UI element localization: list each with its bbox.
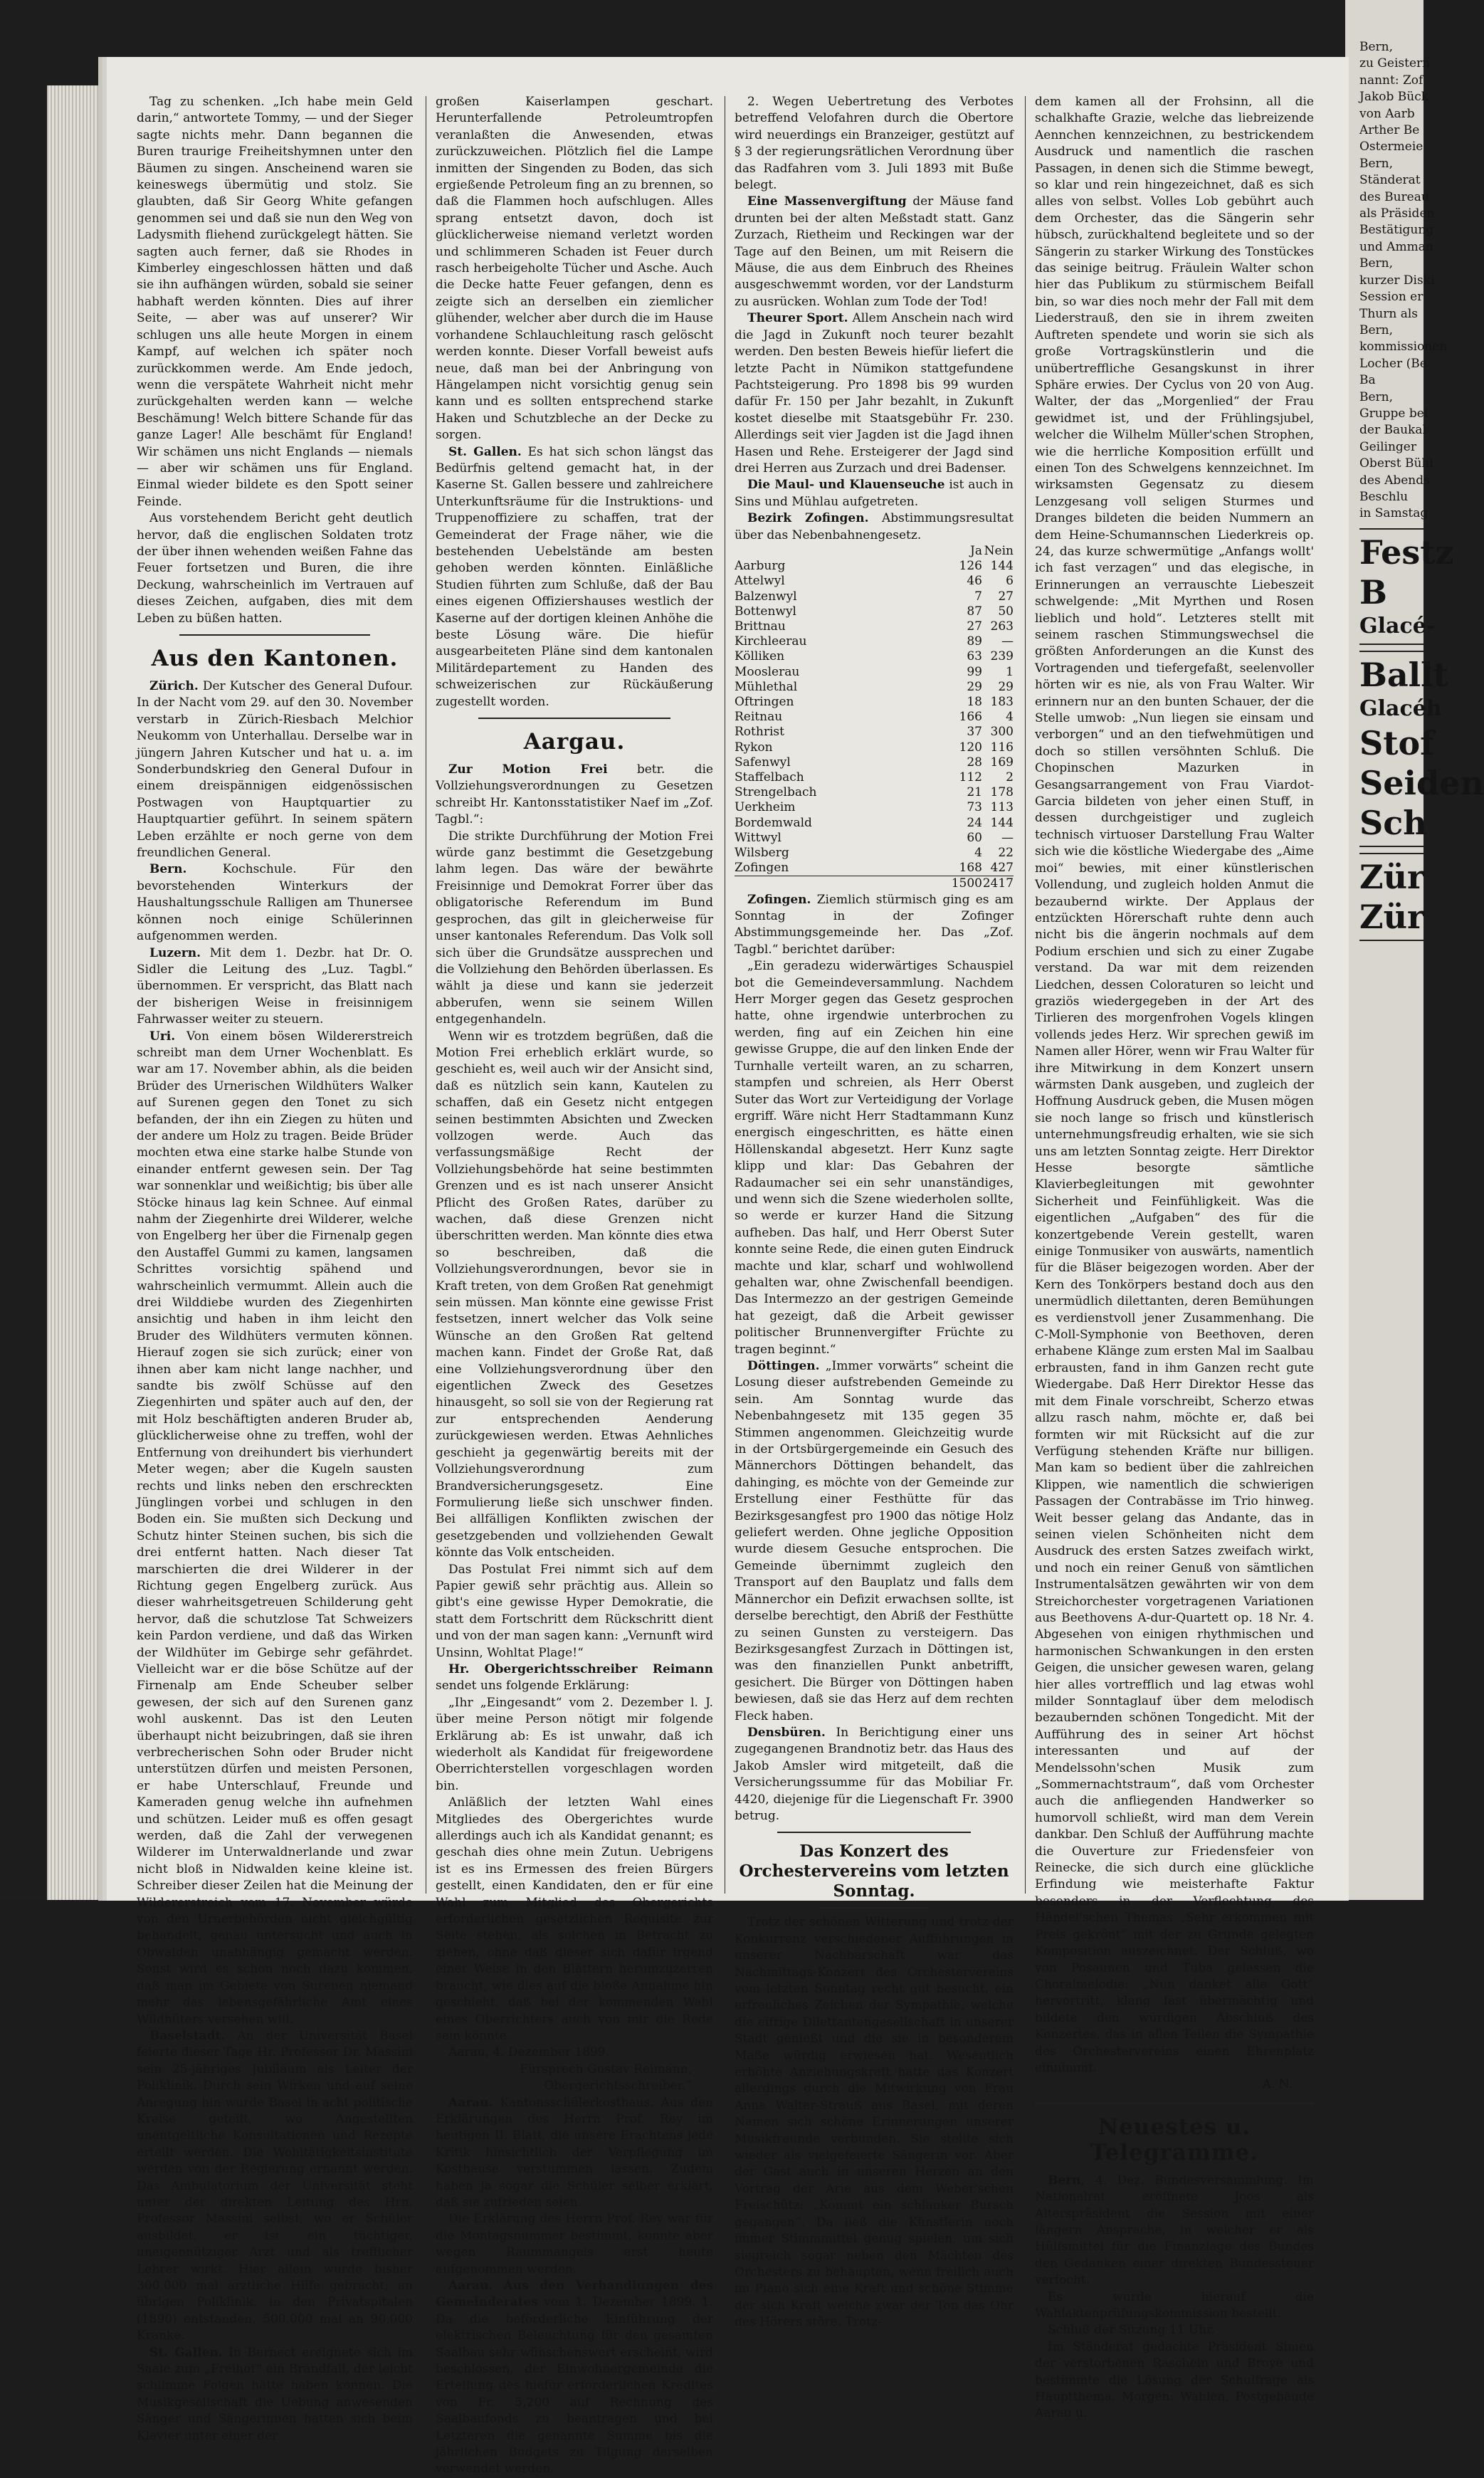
vote-row [735, 816, 1014, 831]
page-stack-edge [47, 85, 107, 1900]
advert-text: Glacé- [1359, 613, 1436, 639]
adjacent-line: des Abends [1359, 473, 1430, 488]
vote-row [735, 725, 1014, 740]
divider [179, 634, 370, 636]
vote-ja: 87 [967, 604, 982, 619]
advert-block [1359, 853, 1424, 941]
adjacent-line: Gruppe bei [1359, 406, 1428, 421]
vote-nein: 300 [990, 725, 1014, 740]
news-reimann: Hr. Obergerichtsschreiber Reimann sendet uns folgende Erklärung: [436, 1661, 713, 1694]
vote-total-label [735, 876, 951, 892]
reimann-signature: Fürsprech Gustav Reimann, Obergerichtsschreiber.“ [520, 2062, 692, 2094]
vote-nein: 169 [990, 755, 1014, 770]
vote-municipality: Mooslerau [735, 664, 800, 679]
vote-total-row [735, 876, 1014, 892]
adjacent-line: Session er [1359, 290, 1424, 305]
advert-text: Stof [1359, 723, 1434, 762]
place-bern: Bern. [149, 862, 187, 877]
vote-municipality: Uerkheim [735, 800, 796, 815]
vote-row [735, 831, 1014, 846]
place-luzern: Luzern. [149, 945, 201, 960]
reimann-place-date: Aarau, 4. Dezember 1899. [448, 2045, 610, 2060]
vote-ja: 24 [967, 815, 982, 830]
vote-ja: 99 [967, 664, 982, 679]
news-zofingen: Zofingen. Ziemlich stürmisch ging es am Sonntag in der Zofinger Abstimmungsgemeinde her. Das „Zof. Tagbl.“ berichtet darüber: [735, 892, 1014, 957]
adjacent-line: Arther Be [1359, 123, 1420, 138]
vote-ja: 7 [974, 589, 982, 604]
vote-total-nein: 2417 [982, 876, 1014, 891]
adjacent-line: als Präsiden [1359, 206, 1435, 221]
adjacent-line: Ba [1359, 373, 1376, 388]
adjacent-line: Beschlu [1359, 489, 1409, 504]
place-stgallen: St. Gallen. [149, 2345, 223, 2360]
advert-block [1359, 651, 1484, 847]
advert-text: Ballt [1359, 655, 1448, 694]
vote-nein: 183 [990, 695, 1014, 709]
vote-row [735, 755, 1014, 770]
vote-municipality: Balzenwyl [735, 589, 797, 604]
col-ja: Ja [970, 543, 982, 558]
vote-ja: 46 [967, 574, 982, 589]
adjacent-line: der Baukal [1359, 423, 1426, 438]
vote-municipality: Kölliken [735, 649, 785, 664]
vote-nein: 144 [990, 815, 1014, 830]
news-uri: Uri. Von einem bösen Wildererstreich schreibt man dem Urner Wochenblatt. Es war am 17. November abhin, als die beiden Brüder des Urnerischen Wildhüters Walker auf Surenen gegen den Tonet zu sich befanden, der ihn ein Ziegen zu hüten und der andere um Holz zu tragen. Beide Brüder mochten etwa eine starke halbe Stunde von einander entfernt gewesen sein. Der Tag war sonnenklar und weißichtig; bis über alle Stöcke hinaus lag kein Schnee. Auf einmal nahm der Ziegenhirte drei Wilderer, welche von Engelberg her über die Firnenalp gegen den Austaffel Gummi zu kamen, langsamen Schrittes vorsichtig spähend und wahrscheinlich vermummt. Allein auch die drei Wilddiebe wurden des Ziegenhirten ansichtig und haben in ihm leicht den Bruder des Wildhüters vermuten können. Hierauf zogen sie sich zurück; einer von ihnen aber kam nicht lange nachher, und sandte bis zwölf Schüsse auf den Ziegenhirten und später auch auf den, der mit Holz beschäftigten anderen Bruder ab, glücklicherweise ohne zu treffen, wohl der Entfernung von dreihundert bis vierhundert Meter wegen; aber die Kugeln sausten rechts und links neben den erschreckten Jünglingen vorbei und schlugen in den Boden ein. Sie mußten sich Deckung und Schutz hinter Steinen suchen, bis sich die drei entfernt hatten. Nach dieser Tat marschierten die drei Wilderer in der Richtung gegen Engelberg zurück. Aus dieser wahrheitsgetreuen Schilderung geht hervor, daß die schutzlose Tat Schweizers kein Pardon verdiene, und daß das Wirken der Wildhüter im Gebirge sehr gefährdet. Vielleicht war er die böse Schütze auf der Firnenalp am Ende Scheuber selber gewesen, der sich auf den Surenen ganz wohl auskennt. Das ist den Leuten überhaupt nicht beizubringen, daß sie ihren verbrecherischen Sohn oder Bruder nicht unterstützen dürfen und meisten Personen, er habe Unterschlauf, Freunde und Kameraden genug welche ihn aufnehmen und schützen. Leider muß es offen gesagt werden, daß die Zahl der verwegenen Wilderer im Unterwaldnerlande und zwar nicht bloß in Nidwalden keine kleine ist. Schreiber dieser Zeilen hat die Meinung der Wildererstreich vom 17. November würde von den Urnerbehörden nicht gleichgültig behandelt, genau untersucht und auch in Obwalden unabhängig gemacht werden. Sonst wird es schon noch dazu kommen, daß man im Gebiete von Surenen niemand mehr das lebensgefährliche Amt eines Wildhüters versehen will. [137, 1029, 413, 2027]
adjacent-line: Ostermeie [1359, 140, 1424, 154]
vote-ja: 89 [967, 634, 982, 649]
adjacent-line: Bern, [1359, 389, 1394, 404]
motion-paragraph: Die strikte Durchführung der Motion Frei würde ganz bestimmt die Gesetzgebung lahm legen. Das wäre der bewährte Freisinnige und Demokrat Forrer über das obligatorische Referendum im Bund gesprochen, das gilt in gleicherweise für unser kantonales Referendum. Das Volk soll sich über die Grundsätze aussprechen und die Vollziehung den Behörden überlassen. Es wählt ja diese und kann sie jederzeit abberufen, wenn sie seinem Willen entgegenhandeln. [436, 829, 713, 1027]
news-seuche: Die Maul- und Klauenseuche ist auch in Sins und Mühlau aufgetreten. [735, 478, 1014, 509]
adjacent-line: Bern, [1359, 256, 1394, 271]
news-sport: Theurer Sport. Allem Anschein nach wird die Jagd in Zukunft noch teurer bezahlt werden. Den besten Beweis hiefür liefert die letzte Pacht in Nümikon stattgefundene Pachtsteigerung. Pro 1898 bis 99 wurden dafür Fr. 150 per Jahr bezahlt, in Zukunft kostet dieselbe mit Staatsgebühr Fr. 230. Allerdings seit vier Jagden ist die Jagd ihnen Hasen und Rehe. Ersteigerer der Jagd sind drei Herren aus Zurzach und drei Badenser. [735, 311, 1014, 476]
vote-ja: 73 [967, 800, 982, 815]
newspaper-page [107, 57, 1349, 2477]
adjacent-line: nannt: Zof [1359, 73, 1424, 88]
vote-municipality: Staffelbach [735, 770, 804, 785]
adjacent-line: Oberst Bühl [1359, 456, 1433, 471]
vote-row [735, 800, 1014, 815]
fire-report-continued: großen Kaiserlampen geschart. Herunterfallende Petroleumtropfen veranlaßten die Anwesenden, etwas zurückzuweichen. Plötzlich fiel die Lampe inmitten der Singenden zu Boden, das sich ergießende Petroleum fing an zu brennen, so daß die Flammen hoch aufschlugen. Alles sprang entsetzt davon, doch ist glücklicherweise niemand verletzt worden und schlimmeren Schaden ist Feuer durch rasch herbeigeholte Tücher und Asche. Auch die Decke hatte Feuer gefangen, denn es zeigte sich an derselben ein ziemlicher glühender, welcher aber durch die im Hause vorhandene Schlauchleitung rasch gelöscht werden konnte. Dieser Vorfall beweist aufs neue, daß man bei der Anbringung von Hängelampen nicht vorsichtig genug sein kann und es sollten entsprechend starke Haken und Schutzbleche an der Decke zu sorgen. [436, 95, 713, 443]
vote-nein: 27 [998, 589, 1014, 604]
vote-municipality: Mühlethal [735, 679, 798, 694]
column-1 [137, 94, 414, 2443]
news-stgallen-kaserne: St. Gallen. Es hat sich schon längst das Bedürfnis geltend gemacht hat, in der Kaserne St. Gallen bessere und zahlreichere Unterkunftsräume für die Instruktions- und Truppenoffiziere zu schaffen, trat der Gemeinderat der Frage näher, wie die bestehenden Uebelstände am besten gehoben werden könnten. Einläßliche Studien führten zum Schluße, daß der Bau eines eigenen Offiziershauses westlich der Kaserne auf der dortigen kleinen Anhöhe die beste Lösung wäre. Die hiefür ausgearbeiteten Pläne sind dem kantonalen Militärdepartement zu Handen des schweizerischen zur Rückäußerung zugestellt worden. [436, 444, 713, 709]
adjacent-page-lines [1359, 39, 1448, 523]
vote-ja: 112 [959, 770, 982, 785]
vote-ja: 120 [959, 740, 982, 755]
vote-ja: 18 [967, 695, 982, 709]
divider [820, 1907, 928, 1909]
column-4 [1035, 94, 1315, 2421]
vote-row [735, 604, 1014, 619]
vote-nein: 6 [1006, 574, 1014, 589]
vote-ja: 168 [959, 861, 982, 876]
divider [478, 718, 670, 719]
concert-heading: Das Konzert des Orchestervereins vom letzten Sonntag. [739, 1842, 1009, 1901]
place-basel: Baselstadt. [149, 2028, 226, 2043]
vote-nein: 116 [990, 740, 1014, 755]
adjacent-line: kommissionen [1359, 340, 1448, 355]
vote-municipality: Rothrist [735, 725, 784, 740]
advert-text: B [1359, 572, 1387, 611]
vote-ja: 63 [967, 649, 982, 664]
vote-municipality: Brittnau [735, 619, 786, 634]
news-stgallen: St. Gallen. In Bernect ereignete sich im Saale zum „Freihof“ ein Brandfall, der leicht schlimme Folgen hätte haben können. Die Musikgesellschaft die Uebung anwesenden Sänger und Sängerinnen hatten sich beim Klavier unter einer der [137, 2345, 414, 2443]
adjacent-line: Jakob Bück [1359, 90, 1429, 105]
adjacent-line: Locher (Be [1359, 356, 1427, 371]
vote-municipality: Oftringen [735, 695, 794, 709]
aarau-paragraph: Die Erklärung des Herrn Prof. Rey war für die Montagsnummer bestimmt, konnte aber wegen Raummangels erst heute aufgenommen werden. [436, 2212, 713, 2277]
vote-ja: 21 [967, 785, 982, 800]
vote-nein: 113 [990, 800, 1014, 815]
divider [777, 1832, 971, 1833]
adjacent-line: des Bureau [1359, 189, 1429, 204]
velo-fine: 2. Wegen Uebertretung des Verbotes betreffend Velofahren durch die Obertore wird neuerdings ein Branzeiger, gestützt auf § 3 der regierungsrätlichen Verordnung über das Radfahren vom 3. Juli 1893 mit Buße belegt. [735, 95, 1014, 193]
reimann-paragraph: „Ihr „Eingesandt“ vom 2. Dezember l. J. über meine Person nötigt mir folgende Erklärung ab: Es ist unwahr, daß ich wiederholt als Kandidat für freigewordene Oberrichterstellen vorgeschlagen worden bin. [436, 1695, 713, 1793]
motion-paragraph: Das Postulat Frei nimmt sich auf dem Papier gewiß sehr prächtig aus. Allein so gibt's eine gewisse Hyper Demokratie, die statt dem Fortschritt dem Rückschritt dient und von der man sagen kann: „Vernunft wird Unsinn, Wohltat Plage!“ [436, 1562, 713, 1660]
double-divider [1035, 2102, 1314, 2104]
news-basel: Baselstadt. An der Universität Basel feierte dieser Tage Hr. Professor Dr. Massini sein 25-jähriges Jubiläum als Leiter der Poliklinik. Durch sein Wirken und auf seine Anregung hin wurde Basel in acht politische Kreise geteilt, wo Angestellten unentgeltliche Konsultationen und Rezepte erteilt werden. Die Wohltätigkeitsinstitute werden von der Regierung ernannt werden. Das Ambulatorium der Universität steht unter der direkten Leitung des Hrn. Professor Massini selbst, wo er Schüler ausbildet, er ist ein tüchtiger, uneigennütziger Arzt und als trefflicher Lehrer wirkt. Hier allein wurde bisher 300,000 mal ärztliche Hilfe gebracht; an übrigen Poliklinik, in den Privatspitalen (1890) entstanden, 500,000 mal an 90,000 Kranke. [137, 2028, 413, 2343]
vote-nein: — [1001, 830, 1014, 845]
vote-ja: 166 [959, 710, 982, 725]
column-3 [735, 94, 1014, 2330]
concert-signature: A. N. [1262, 2077, 1293, 2092]
vote-ja: 4 [974, 846, 982, 861]
vote-row [735, 665, 1014, 680]
news-doettingen: Döttingen. „Immer vorwärts“ scheint die Losung dieser aufstrebenden Gemeinde zu sein. Am Sonntag wurde das Nebenbahngesetz mit 135 gegen 35 Stimmen angenommen. Gleichzeitig wurde in der Ortsbürgergemeinde ein Gesuch des Männerchors Döttingen behandelt, das dahinging, es möchte von der Gemeinde zur Erstellung einer Festhütte für das Bezirksgesangfest pro 1900 das nötige Holz geliefert werden. Ohne jegliche Opposition wurde diesem Gesuche entsprochen. Die Gemeinde übernimmt zugleich den Transport auf den Bauplatz und falls dem Männerchor ein Defizit erwachsen sollte, ist derselbe berechtigt, den Abriß der Festhütte zu seinen Gunsten zu versteigern. Das Bezirksgesangfest Zurzach in Döttingen ist, was den finanziellen Punkt anbetrifft, gesichert. Die Bürger von Döttingen haben bewiesen, daß sie das Herz auf dem rechten Fleck haben. [735, 1359, 1014, 1723]
vote-municipality: Reitnau [735, 710, 783, 725]
vote-row [735, 861, 1014, 876]
news-bern-tele: Bern, 4. Dez. Bundesversammlung. Im Nationalrat eröffnete Joos als Alterspräsident die Session mit einer längern Ansprache, in welcher er als Hülfsmittel für die Finanzlage des Bundes den Gedanken einer direkten Bundessteuer verfocht. [1035, 2173, 1315, 2288]
column-2 [436, 94, 714, 2477]
vote-row [735, 770, 1014, 785]
vote-row [735, 695, 1014, 710]
vote-nein: 144 [990, 559, 1014, 574]
vote-table-header [735, 544, 1014, 559]
column-rule [1025, 96, 1026, 1894]
vote-row [735, 846, 1014, 861]
vote-municipality: Strengelbach [735, 785, 817, 800]
place-zuerich: Zürich. [149, 679, 199, 693]
section-heading-telegramme: Neuestes u. Telegramme. [1090, 2114, 1258, 2165]
boer-report-paragraph: Tag zu schenken. „Ich habe mein Geld darin,“ antwortete Tommy, — und der Sieger sagte nichts mehr. Dann begannen die Buren traurige Freiheitshymnen unter den Bäumen zu singen. Anscheinend waren sie keineswegs übermütig und stolz. Sie glaubten, daß Sir Georg White gefangen genommen sei und daß sie nun den Weg von Ladysmith fliehend zurückgelegt hätten. Sie sagten auch ferner, daß sie Rhodes in Kimberley eingeschlossen hätten und daß sie ihn aufhängen würden, sobald sie seiner habhaft werden könnten. Dies auf ihrer Seite, — aber was auf unserer? Wir schlugen uns alle heute Morgen in einem Kampf, auf welchen ich später noch zurückkommen werde. Am Ende jedoch, wenn die verspätete Wahrheit nicht mehr zurückgehalten werden kann — welche Beschämung! Welch bittere Schande für das ganze Lager! Alle beschämt für England! Wir schämen uns nicht Englands — niemals — aber wir schämen uns für England. Einmal wieder bildete es den Spott seiner Feinde. [137, 95, 413, 509]
vote-ja: 60 [967, 830, 982, 845]
vote-ja: 126 [959, 559, 982, 574]
concert-review-continued: dem kamen all der Frohsinn, all die schalkhafte Grazie, welche das liebreizende Aennchen kennzeichnen, zu bestrickendem Ausdruck und namentlich die raschen Passagen, in denen sich die Stimme bewegt, so klar und rein hingezeichnet, daß es sich alles von selbst. Volles Lob gebührt auch dem Orchester, das die Sängerin sehr hübsch, zurückhaltend begleitete und so der Sängerin zu starker Wirkung des Tonstückes das seinige beitrug. Fräulein Walter schon hier das Publikum zu stürmischem Beifall bin, so war dies noch mehr der Fall mit dem Liederstrauß, den sie in ihrem zweiten Auftreten spendete und worin sie sich als große Vortragskünstlerin und die unübertreffliche Gesangskunst in ihrer Sphäre erwies. Der Cyclus von 20 von Aug. Walter, der das „Morgenlied“ der Frau gewidmet ist, und der Frühlingsjubel, welcher die Wilhelm Müller'schen Strophen, wie die herrliche Komposition erfüllt und einen Ton des Schwelgens kennzeichnet. Im wirksamsten Gegensatz zu diesem Lenzgesang voll seligen Sturmes und Dranges bildeten die beiden Nummern an dem Heine-Schumannschen Liederkreis op. 24, das kurze schwermütige „Anfangs wollt' ich fast verzagen“ und das elegische, in Erinnerungen an verrauschte Liebeszeit schwelgende: „Mit Myrthen und Rosen lieblich und hold“. Letzteres stellt mit seinem raschen Stimmungswechsel die größten Anforderungen an die Kunst des Vortragenden und tiefergefaßt, seelenvoller hörten wir es nie, als von Frau Walter. Wir erinnern nur an den bunten Schauer, der die Stelle umwob: „Nun liegen sie einsam und verborgen“ und an den tiefwehmütigen und doch so stillen versöhnten Schluß. Die Chopinschen Mazurken in Gesangsarrangement von Frau Viardot-Garcia bildeten von jeher einen Stuff, in dessen durchgeistiger und zugleich technisch virtuoser Darstellung Frau Walter sich wie die köstliche Wiedergabe des „Aime moi“ bewies, mit einer künstlerischen Vollendung, und zugleich holden Anmut die bezaubernd wirkte. Der Applaus der entzückten Hörerschaft ruhte denn auch nicht bis die ängerin nochmals auf dem Podium erschien und sich zu einer Zugabe verstand. Da war mit dem reizenden Liedchen, dessen Coloraturen so leicht und graziös wiedergegeben in der Art des Tirlieren des morgenfrohen Vogels klingen vollends jedes Herz. Wir sprechen gewiß im Namen aller Hörer, wenn wir Frau Walter für ihre Mitwirkung in dem Konzert unsern wärmsten Dank ausgeben, und zugleich der Hoffnung Ausdruck geben, die Musen mögen sie noch lange so frisch und künstlerisch unternehmungsfreudig erhalten, wie sie sich uns am letzten Sonntag zeigte. Herr Direktor Hesse besorgte sämtliche Klavierbegleitungen mit gewohnter Sicherheit und Feinfühligkeit. Was die eigentlichen „Aufgaben“ des für die konzertgebende Verein gestellt, waren einige Tonmusiker von auswärts, namentlich für die Bläser beigezogen worden. Aber der Kern des Tonkörpers bestand doch aus den unermüdlich dilettanten, deren Bemühungen es verdienstvoll jener Zusammenhang. Die C-Moll-Symphonie von Beethoven, deren erhabene Klänge zum ersten Mal im Saalbau erbrausten, fand in ihm Ganzen recht gute Wiedergabe. Daß Herr Direktor Hesse das mit dem Finale vorschreibt, Scherzo etwas allzu rasch nahm, möchte er, daß bei formten wir mit Rücksicht auf die zur Verfügung stehenden Kräfte nur billigen. Man kam so bedient über die zahlreichen Klippen, wie namentlich die schwierigen Passagen der Contrabässe im Trio hinweg. Weit besser gelang das Andante, das in seinen vielen Schönheiten nicht dem Ausdruck des ersten Satzes zweifach wirkt, und noch ein reiner Genuß von sämtlichen Instrumentalsätzen gewährten wir von dem Streichorchester vorgetragenen Variationen aus Beethovens A-dur-Quartett op. 18 Nr. 4. Abgesehen von einigen rhythmischen und harmonischen Schwankungen in den ersten Geigen, die unsicher gewesen waren, gelang hier alles vortrefflich und lag etwas wohl milder Sonntaglauf über dem melodisch bezaubernden schönen Tongedicht. Mit der Aufführung des in seiner Art höchst interessanten und auf der Mendelssohn'schen Musik zum „Sommernachtstraum“, daß vom Orchester auch die anfliegenden Handwerker so humorvoll schließt, wird man dem Verein dankbar. Den Schluß der Aufführung machte die Ouverture zur Friedensfeier von Reinecke, die sich durch eine glückliche Erfindung wie meisterhafte Faktur besonders in der Verflechtung des Händel'schen Themas „Sehr erkommen mit Preis gekrönt“ mit der zu Grunde gelegten Komposition auszeichnet. Der Schluß, wo von Posaunen und Tuba gelassen die Choralmelodie: „Nun danket alle Gott“ hervortritt, klang fast übermächtig und bildete den würdigen Abschluß des Konzertes, das in allen Teilen die Sympathie des Orchestervereins einen Ehrenplatz einnimmt. [1035, 95, 1314, 2075]
advert-text: Seiden [1359, 763, 1484, 802]
vote-row [735, 740, 1014, 755]
vote-row [735, 785, 1014, 800]
advert-text: Zür [1359, 897, 1425, 936]
adjacent-line: zu Geistern [1359, 56, 1431, 71]
vote-ja: 28 [967, 755, 982, 770]
concert-paragraph: Trotz der schönen Witterung und trotz der Konkurrenz verschiedener Aufführungen in unserer Nachbarschaft war das Nachmittags-Konzert des Orchestervereins vom letzten Sonntag recht gut besucht, ein erfreuliches Zeichen der Sympathie, welche die eifrige Dilettantengesellschaft in unserer Stadt genießt und die sie in besonderem Maße würdig erwiesen hat. Wesentlich erhöhte Anziehungskraft hatte das Konzert allerdings durch die Mitwirkung von Frau Anna Walter-Strauß aus Basel, mit deren Namen sich schöne Erinnerungen unserer Musikfreunde verbunden. Sie stellte sich wieder als vielgefeierte Sängerin vor. Aber der Gast auch in unseren Herzen an den Vortrag der Arie aus dem Weber'schen Freischütz: „Kommt ein schlanker Bursch gegangen“. Da ließ die Künstlerin noch immer Stimmmittel genug spielen, um sich siegreich sogar neben den Mächten des Orchesters zu behaupten, wenn freilich auch im Piano sich eine Kraft und schöne Stimme der sich Kraft welche zwar der Ton das Ohr des Hörers störe. Trotz- [735, 1915, 1014, 2330]
vote-nein: 427 [990, 861, 1014, 876]
col-nein: Nein [984, 543, 1014, 558]
vote-row [735, 710, 1014, 725]
vote-nein: 50 [998, 604, 1014, 619]
vote-row [735, 559, 1014, 574]
advert-text: Sch [1359, 803, 1427, 842]
adjacent-line: von Aarb [1359, 106, 1415, 121]
vote-municipality: Wilsberg [735, 846, 789, 861]
vote-row [735, 589, 1014, 604]
adjacent-line: kurzer Diski [1359, 273, 1435, 288]
advert-block [1359, 528, 1454, 645]
vote-nein: 29 [998, 679, 1014, 694]
vote-nein: — [1001, 634, 1014, 649]
news-luzern: Luzern. Mit dem 1. Dezbr. hat Dr. O. Sidler die Leitung des „Luz. Tagbl.“ übernommen. Er verspricht, das Blatt nach der bisherigen Weise in freisinnigem Fahrwasser weiter zu steuern. [137, 945, 413, 1027]
vote-municipality: Aarburg [735, 559, 786, 574]
vote-municipality: Safenwyl [735, 755, 791, 770]
adjacent-page-strip [1359, 39, 1484, 1862]
adjacent-line: und Amman [1359, 239, 1433, 254]
place-uri: Uri. [149, 1029, 176, 1044]
vote-row [735, 634, 1014, 649]
reimann-paragraph: Anläßlich der letzten Wahl eines Mitgliedes des Obergerichtes wurde allerdings auch ich als Kandidat genannt; es geschah dies ohne mein Zutun. Uebrigens ist es ins Ermessen des freien Bürgers gestellt, einen Kandidaten, den er für eine Wahl zum Mitglied des Obergerichts erforderlichen gesetzlichen Requisite zur Seite stehen, als solchen in Betracht zu ziehen, ohne daß dieser sich dafür irgend einer Weise in den Blättern herumzuzerren braucht, wie dies auf die bloße Annahme hin geschieht, daß bei der kommenden Wahl eines Oberrichters auch von mir die Rede sein könnte. [436, 1795, 713, 2043]
vote-municipality: Bottenwyl [735, 604, 796, 619]
vote-ja: 37 [967, 725, 982, 740]
motion-paragraph: Wenn wir es trotzdem begrüßen, daß die Motion Frei erheblich erklärt wurde, so geschieht es, weil auch wir der Ansicht sind, daß es nützlich sein kann, Kautelen zu schaffen, daß ein Gesetz nicht entgegen seinen bestimmten Absichten und Zwecken vollzogen werde. Auch das verfassungsmäßige Recht der Vollziehungsbehörde hat seine bestimmten Grenzen und es ist nach unserer Ansicht Pflicht des Großen Rates, darüber zu wachen, daß diese Grenzen nicht überschritten werden. Man könnte dies etwa so beschreiben, daß die Vollziehungsverordnungen, bevor sie in Kraft treten, von dem Großen Rat genehmigt sein müssen. Man könnte eine gewisse Frist festsetzen, innert welcher das Volk seine Wünsche an den Großen Rat geltend machen kann. Findet der Große Rat, daß eine Vollziehungsverordnung über den eigentlichen Zweck des Gesetzes hinausgeht, so soll sie von der Regierung rat zur entsprechenden Aenderung zurückgewiesen werden. Etwas Aehnliches geschieht ja gegenwärtig bereits mit der Vollziehungsverordnung zum Brandversicherungsgesetz. Eine Formulierung ließe sich unschwer finden. Bei allfälligen Konflikten zwischen der gesetzgebenden und vollziehenden Gewalt könnte das Volk entscheiden. [436, 1029, 713, 1560]
vote-nein: 178 [990, 785, 1014, 800]
vote-municipality: Attelwyl [735, 574, 785, 589]
adjacent-line: Bern, [1359, 322, 1394, 337]
section-heading-aargau: Aargau. [523, 729, 626, 755]
news-aarau-gemeinderat: Aarau. Aus den Verhandlungen des Gemeinderates vom 1. Dezember 1899. 1. Da die beförderliche Einführung der elektrischen Beleuchtung für den gesamten Saalbau sehr wünschenswert erscheint, wird beschlossen, der Einwohnergemeinde die Erteilung des hiefür erforderlichen Kredites von Fr. 5,200 auf Rechnung des Saalbaufonds zu beantragen und bei Letzteren die genannte Summe bis die jährlichen Budgets zu Tilgung derselben verwendet werden. [436, 2279, 714, 2477]
vote-row [735, 574, 1014, 589]
advert-text: Glacéh [1359, 695, 1442, 721]
advert-text: Zür [1359, 857, 1425, 896]
adjacent-line: Geilinger [1359, 439, 1416, 454]
advert-text: Festz [1359, 532, 1454, 572]
vote-results-table [735, 544, 1014, 892]
tele-paragraph: Es wurde hierauf die Wahlaktenprüfungskommission bestellt. [1035, 2289, 1314, 2321]
tele-paragraph: Im Ständerat gedachte Präsident Simen der verstorbenen Raschein und Broye und bestimmte die Lösung der Schulfrage als Hauptthema. Morgen: Wahlen, Postgebäude Aarau u. [1035, 2339, 1314, 2421]
vote-nein: 263 [990, 619, 1014, 634]
vote-ja: 27 [967, 619, 982, 634]
boer-report-conclusion: Aus vorstehendem Bericht geht deutlich hervor, daß die englischen Soldaten trotz der über ihnen wehenden weißen Fahne das Feuer fortsetzen und Buren, die ihre Deckung, wahrscheinlich im Vertrauen auf dieses Zeichen, aufgaben, dies mit dem Leben zu büßen hatten. [137, 511, 413, 626]
vote-row [735, 619, 1014, 634]
news-maeuse: Eine Massenvergiftung der Mäuse fand drunten bei der alten Meßstadt statt. Ganz Zurzach, Rietheim und Reckingen war der Tage auf den Beinen, um mit Reisern die Mäuse, die aus dem Einbruch des Rheines ausgeschwemmt worden, vor der Landsturm zu ausrücken. Wohlan zum Tode der Tod! [735, 194, 1014, 309]
vote-nein: 22 [998, 846, 1014, 861]
vote-municipality: Rykon [735, 740, 773, 755]
vote-ja: 29 [967, 679, 982, 694]
news-bern: Bern. Kochschule. Für den bevorstehenden Winterkurs der Haushaltungsschule Ralligen am Thunersee können noch einige Schülerinnen aufgenommen werden. [137, 862, 414, 944]
news-motion-frei: Zur Motion Frei betr. die Vollziehungsverordnungen zu Gesetzen schreibt Hr. Kantonsstatistiker Naef im „Zof. Tagbl.“: [436, 762, 713, 827]
vote-row [735, 680, 1014, 695]
adjacent-line: Bern, [1359, 156, 1394, 171]
adjacent-line: Bestätigung [1359, 223, 1434, 238]
adjacent-line: in Samstag [1359, 506, 1428, 521]
news-bezirk-zofingen: Bezirk Zofingen. Abstimmungsresultat über das Nebenbahnengesetz. [735, 511, 1014, 542]
tele-paragraph: Schluß der Sitzung 11 Uhr. [1048, 2323, 1215, 2338]
vote-nein: 4 [1006, 710, 1014, 725]
vote-municipality: Zofingen [735, 861, 789, 876]
vote-municipality: Bordemwald [735, 815, 812, 830]
vote-nein: 239 [990, 649, 1014, 664]
section-heading-kantonen: Aus den Kantonen. [151, 646, 399, 671]
news-zuerich: Zürich. Der Kutscher des General Dufour. In der Nacht vom 29. auf den 30. November verstarb in Zürich-Riesbach Melchior Neukomm von Unterhallau. Derselbe war in jüngern Jahren Kutscher und hat u. a. im Sonderbundskrieg den General Dufour in einem dreispännigen eidgenössischen Postwagen von Hauptquartier zu Hauptquartier geführt. In seinem spätern Leben erzählte er noch gerne von dem freundlichen General. [137, 679, 413, 861]
zofingen-paragraph: „Ein geradezu widerwärtiges Schauspiel bot die Gemeindeversammlung. Nachdem Herr Morger gegen das Gesetz gesprochen hatte, ohne irgendwie unterbrochen zu werden, fing auf ein Zeichen hin eine gewisse Gruppe, die auf den linken Ende der Turnhalle verteilt waren, an zu scharren, stampfen und schreien, als Herr Oberst Suter das Wort zur Verteidigung der Vorlage ergriff. Wäre nicht Herr Stadtammann Kunz energisch eingeschritten, es hätte einen Höllenskandal abgesetzt. Herr Kunz sagte klipp und klar: Das Gebahren der Radaumacher sei ein sehr unanständiges, und wenn sich die Szene wiederholen sollte, so werde er kurzer Hand die Sitzung aufheben. Das half, und Herr Oberst Suter konnte seine Rede, die einen guten Eindruck machte und klar, scharf und wohlwollend gehalten war, ohne Zwischenfall beendigen. Das Intermezzo an der gestrigen Gemeinde hat gezeigt, daß die Arbeit gewisser politischer Brunnenvergifter Früchte zu tragen beginnt.“ [735, 959, 1014, 1357]
adjacent-line: Thurn als [1359, 306, 1419, 321]
news-densbueren: Densbüren. In Berichtigung einer uns zugegangenen Brandnotiz betr. das Haus des Jakob Amsler wird mitgeteilt, daß die Versicherungssumme für das Mobiliar Fr. 4420, diejenige für die Liegenschaft Fr. 3900 betrug. [735, 1725, 1014, 1823]
adjacent-line: Bern, [1359, 40, 1394, 54]
vote-municipality: Wittwyl [735, 830, 782, 845]
vote-total-ja: 1500 [951, 876, 982, 891]
vote-nein: 1 [1006, 664, 1014, 679]
vote-nein: 2 [1006, 770, 1014, 785]
vote-row [735, 649, 1014, 664]
news-aarau-kosthaus: Aarau. Kantonsschülerkosthaus. Aus den Erklärungen des Herrn Prof. Rey im heutigen II. Blatt, die unsere Erachtens jede Kritik hinsichtlich der Verpflegung im Kosthause verstummen lassen. Zudem haben ja sogar die Schüler selber erklärt, daß sie zufrieden seien. [436, 2095, 713, 2210]
adjacent-line: Ständerat [1359, 173, 1421, 188]
vote-municipality: Kirchleerau [735, 634, 807, 649]
